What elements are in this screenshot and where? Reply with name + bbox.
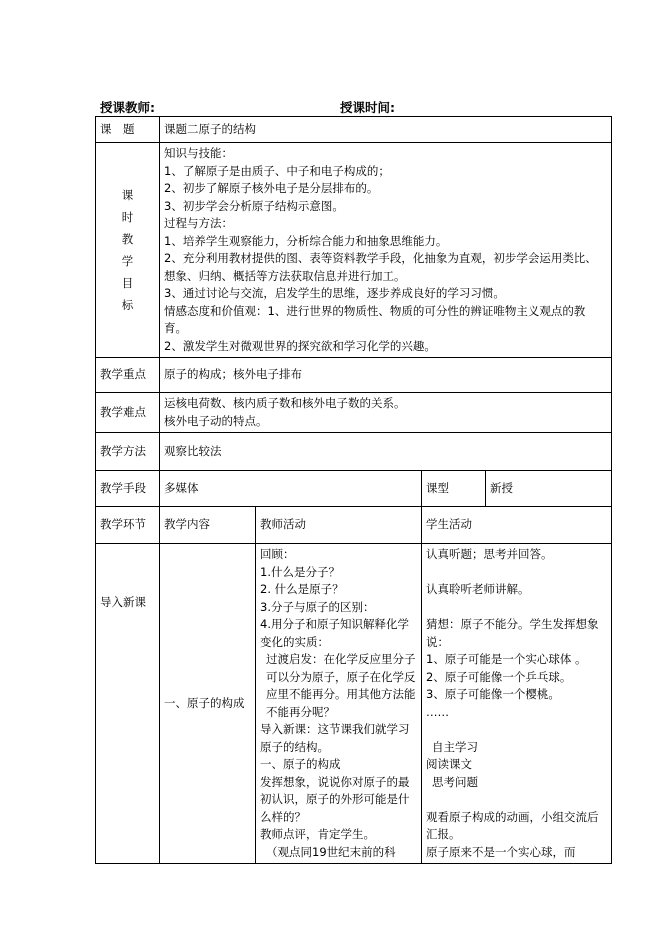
- difficulties-row: [96, 393, 612, 433]
- key-points-row: [96, 358, 612, 393]
- lesson-type-label: 课型: [422, 471, 486, 507]
- lesson-type-value: 新授: [486, 471, 612, 507]
- intro-stage: 导入新课: [96, 544, 160, 864]
- difficulties-label: 教学难点: [96, 393, 160, 433]
- intro-student-activity: 认真听题；思考并回答。 认真聆听老师讲解。 猜想：原子不能分。学生发挥想象说： 1、原子可能是一个实心球体 。 2、原子可能像一个乒乓球。 3、原子可能像一个樱桃。 …… 自主学习 阅读课文 思考问题 观看原子构成的动画，小组交流后汇报。 原子原来不是一个实心球，而: [422, 544, 612, 864]
- method-row: [96, 433, 612, 471]
- method-label: 教学方法: [96, 433, 160, 471]
- topic-label: 课 题: [96, 117, 160, 143]
- key-points-value: 原子的构成；核外电子排布: [160, 358, 612, 393]
- time-label: 授课时间:: [340, 100, 395, 115]
- objectives-row: [96, 143, 612, 358]
- intro-teacher-activity: 回顾： 1.什么是分子？ 2. 什么是原子？ 3.分子与原子的区别： 4.用分子和原子知识解释化学变化的实质： 过渡启发：在化学反应里分子可以分为原子，原子在化学反应里不能再分。用其他方法能不能再分呢？ 导入新课：这节课我们就学习原子的结构。 一、原子的构成 发挥想象，说说你对原子的最初认识，原子的外形可能是什么样的？ 教师点评，肯定学生。 （观点同19世纪末前的科: [256, 544, 422, 864]
- topic-row: [96, 117, 612, 143]
- means-label: 教学手段: [96, 471, 160, 507]
- intro-content: 一、原子的构成: [160, 544, 256, 864]
- stage-column-header: 教学环节: [96, 507, 160, 544]
- difficulties-content: 运核电荷数、核内质子数和核外电子数的关系。 核外电子动的特点。: [160, 393, 612, 433]
- student-column-header: 学生活动: [422, 507, 612, 544]
- means-row: [96, 471, 612, 507]
- teacher-label: 授课教师:: [100, 100, 155, 115]
- objectives-content: 知识与技能： 1、了解原子是由质子、中子和电子构成的； 2、初步了解原子核外电子是分层排布的。 3、初步学会分析原子结构示意图。 过程与方法： 1、培养学生观察能力，分析综合能力和抽象思维能力。 2、充分利用教材提供的图、表等资料教学手段，化抽象为直观，初步学会运用类比、想象、归纳、概括等方法获取信息并进行加工。 3、通过讨论与交流，启发学生的思维，逐步养成良好的学习习惯。 情感态度和价值观：1、进行世界的物质性、物质的可分性的辨证唯物主义观点的教育。 2、激发学生对微观世界的探究欲和学习化学的兴趣。: [160, 143, 612, 358]
- lesson-plan-table: [95, 116, 612, 864]
- topic-value: 课题二原子的结构: [160, 117, 612, 143]
- key-points-label: 教学重点: [96, 358, 160, 393]
- means-value: 多媒体: [160, 471, 422, 507]
- intro-row: [96, 544, 612, 864]
- content-column-header: 教学内容: [160, 507, 256, 544]
- columns-header-row: [96, 507, 612, 544]
- teacher-column-header: 教师活动: [256, 507, 422, 544]
- method-value: 观察比较法: [160, 433, 612, 471]
- objectives-label: 课 时 教 学 目 标: [96, 143, 160, 358]
